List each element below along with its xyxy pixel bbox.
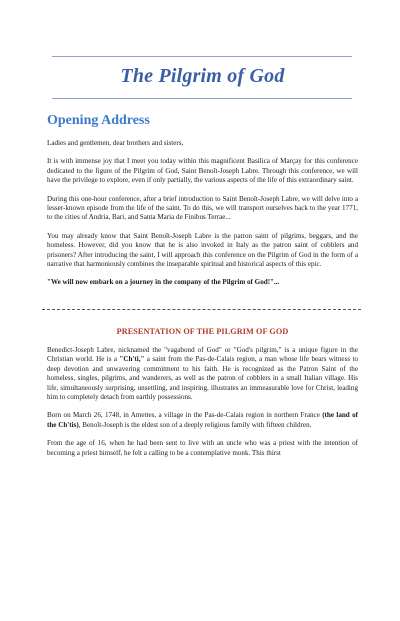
journey-quote: "We will now embark on a journey in the company of the Pilgrim of God!"... — [47, 278, 280, 287]
text-run: , Benoît-Joseph is the eldest son of a deeply religious family with fifteen children. — [78, 420, 312, 429]
title-bottom-rule — [52, 98, 352, 99]
text-run: Benedict-Joseph Labre, nicknamed the "vagabond of God" or "God's pilgrim," is a unique figure in the Christian world. He is a — [47, 345, 358, 364]
section-divider — [42, 309, 361, 310]
presentation-paragraph-2 — [47, 411, 358, 430]
intro-paragraph-3: You may already know that Saint Benoît-Joseph Labre is the patron saint of pilgrims, beggars, and the homeless. However, did you know that he is also invoked in Italy as the patron saint of cobblers and prisoners? After introducing the saint, I will approach this conference on the Pilgrim of God in the form of a narrative that harmoniously combines the inseparable spiritual and historical aspects of this epic. — [47, 231, 358, 269]
bold-text-run: "Ch'ti," — [119, 355, 145, 364]
presentation-heading: PRESENTATION OF THE PILGRIM OF GOD — [116, 326, 289, 336]
opening-address-heading: Opening Address — [47, 113, 150, 128]
presentation-paragraph-1 — [47, 346, 358, 402]
text-run: Born on March 26, 1748, in Amettes, a village in the Pas-de-Calais region in northern France — [47, 411, 323, 420]
intro-paragraph-1: It is with immense joy that I meet you today within this magnificent Basilica of Marçay for this conference dedicated to the figure of the Pilgrim of God, Saint Benoît-Joseph Labre. Through this conference, we will have the privilege to explore, even if only partially, the various aspects of the life of this extraordinary saint. — [47, 157, 358, 185]
greeting-paragraph: Ladies and gentlemen, dear brothers and sisters, — [47, 139, 184, 147]
intro-paragraph-2: During this one-hour conference, after a brief introduction to Saint Benoît-Joseph Labre, we will delve into a lesser-known episode from the life of the saint. To do this, we will transport ourselves back to the year 1771, to the cities of Andria, Bari, and Santa Maria de Finibus Terrae... — [47, 194, 358, 222]
document-title: The Pilgrim of God — [120, 65, 285, 87]
document-page — [0, 56, 400, 621]
text-run: a saint from the Pas-de-Calais region, a man whose life bears witness to deep devotion and unwavering commitment to his faith. He is recognized as the Patron Saint of the homeless, singles, pilgrims, and wanderers, as well as the patron of cobblers in a small Italian village. His life, simultaneously surprising, unsettling, and inspiring, illustrates an immeasurable love for Christ, leading him to completely detach from earthly possessions. — [47, 355, 358, 401]
bold-text-run: (the land of the Ch'tis) — [47, 411, 358, 429]
title-top-rule — [52, 56, 352, 57]
presentation-paragraph-3: From the age of 16, when he had been sent to live with an uncle who was a priest with the intention of becoming a priest himself, he felt a calling to be a contemplative monk. This thirst — [47, 439, 358, 457]
